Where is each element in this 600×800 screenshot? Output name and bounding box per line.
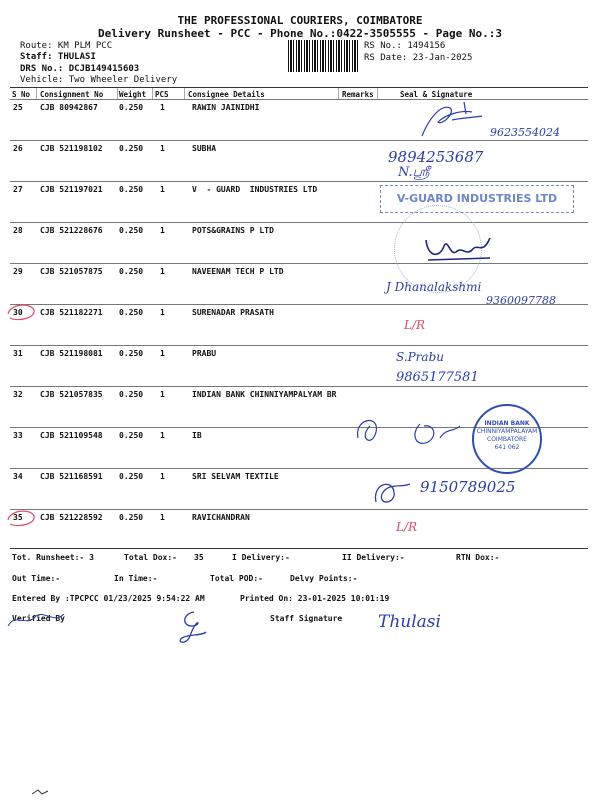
row-consignment: CJB 521168591 bbox=[40, 472, 103, 481]
row-consignee: INDIAN BANK CHINNIYAMPALYAM BR bbox=[192, 390, 337, 399]
row-sno: 25 bbox=[13, 103, 23, 112]
row-pcs: 1 bbox=[160, 144, 165, 153]
row-consignee: SURENADAR PRASATH bbox=[192, 308, 274, 317]
corner-scribble bbox=[30, 786, 54, 798]
entered-by: Entered By :TPCPCC 01/23/2025 9:54:22 AM bbox=[12, 594, 205, 603]
printed-on: Printed On: 23-01-2025 10:01:19 bbox=[240, 594, 390, 603]
row-sno: 35 bbox=[13, 513, 23, 522]
row-consignment: CJB 521197021 bbox=[40, 185, 103, 194]
out-time-label: Out Time:- bbox=[12, 574, 61, 583]
vguard-stamp: V-GUARD INDUSTRIES LTD bbox=[380, 185, 574, 213]
route-label: Route: KM PLM PCC bbox=[20, 41, 113, 51]
drs-label: DRS No.: DCJB149415603 bbox=[20, 64, 140, 74]
verified-scribble bbox=[6, 608, 66, 630]
row-pcs: 1 bbox=[160, 267, 165, 276]
row-sno: 31 bbox=[13, 349, 23, 358]
row-sno: 33 bbox=[13, 431, 23, 440]
company-title: THE PROFESSIONAL COURIERS, COIMBATORE bbox=[177, 14, 423, 27]
row-weight: 0.250 bbox=[119, 144, 144, 153]
row-weight: 0.250 bbox=[119, 185, 144, 194]
rs-number: RS No.: 1494156 bbox=[364, 41, 446, 51]
total-pod-label: Total POD:- bbox=[210, 574, 263, 583]
rs-date: RS Date: 23-Jan-2025 bbox=[364, 53, 473, 63]
handwritten-name: S.Prabu bbox=[396, 350, 444, 364]
row-consignment: CJB 521228592 bbox=[40, 513, 103, 522]
row-consignee: RAWIN JAINIDHI bbox=[192, 103, 260, 112]
row-pcs: 1 bbox=[160, 308, 165, 317]
signature-mark bbox=[350, 408, 470, 454]
row-consignee: V - GUARD INDUSTRIES LTD bbox=[192, 185, 318, 194]
red-circle-mark bbox=[4, 300, 38, 324]
ii-delivery-label: II Delivery:- bbox=[342, 553, 405, 562]
row-consignee: PRABU bbox=[192, 349, 217, 358]
row-weight: 0.250 bbox=[119, 431, 144, 440]
handwritten-phone: 9360097788 bbox=[486, 294, 556, 307]
row-sno: 30 bbox=[13, 308, 23, 317]
row-weight: 0.250 bbox=[119, 103, 144, 112]
verifier-signature bbox=[172, 606, 212, 650]
row-consignee: NAVEENAM TECH P LTD bbox=[192, 267, 284, 276]
row-consignment: CJB 521228676 bbox=[40, 226, 103, 235]
row-weight: 0.250 bbox=[119, 349, 144, 358]
lr-mark: L/R bbox=[396, 520, 418, 534]
row-pcs: 1 bbox=[160, 472, 165, 481]
row-consignment: CJB 521198081 bbox=[40, 349, 103, 358]
handwritten-name: J Dhanalakshmi bbox=[386, 280, 482, 294]
delvy-points-label: Delvy Points:- bbox=[290, 574, 358, 583]
row-weight: 0.250 bbox=[119, 390, 144, 399]
row-consignment: CJB 521109548 bbox=[40, 431, 103, 440]
col-weight: Weight bbox=[119, 90, 147, 99]
bank-stamp-line: 641 062 bbox=[494, 444, 520, 451]
vehicle-label: Vehicle: Two Wheeler Delivery bbox=[20, 75, 178, 85]
row-weight: 0.250 bbox=[119, 513, 144, 522]
handwritten-phone: 9894253687 bbox=[388, 148, 484, 166]
col-consignment: Consignment No bbox=[40, 90, 104, 99]
in-time-label: In Time:- bbox=[114, 574, 158, 583]
tot-runsheet: Tot. Runsheet:- 3 bbox=[12, 553, 94, 562]
bank-stamp-line: CHINNIYAMPALAYAM bbox=[476, 428, 538, 435]
signature-mark bbox=[420, 228, 500, 264]
runsheet-subtitle: Delivery Runsheet - PCC - Phone No.:0422-3505555 - Page No.:3 bbox=[98, 27, 502, 40]
row-consignee: IB bbox=[192, 431, 202, 440]
total-dox-label: Total Dox:- bbox=[124, 553, 177, 562]
total-dox-value: 35 bbox=[194, 553, 204, 562]
row-consignment: CJB 521182271 bbox=[40, 308, 103, 317]
row-sno: 27 bbox=[13, 185, 23, 194]
handwritten-phone: 9623554024 bbox=[490, 126, 560, 139]
row-sno: 29 bbox=[13, 267, 23, 276]
lr-mark: L/R bbox=[404, 318, 426, 332]
handwritten-phone: 9150789025 bbox=[420, 478, 516, 496]
col-remarks: Remarks bbox=[342, 90, 374, 99]
verified-by-label: Verified By bbox=[12, 614, 65, 623]
staff-handwritten-signature: Thulasi bbox=[378, 612, 441, 632]
staff-signature-label: Staff Signature bbox=[270, 614, 343, 623]
rtn-dox-label: RTN Dox:- bbox=[456, 553, 500, 562]
i-delivery-label: I Delivery:- bbox=[232, 553, 290, 562]
row-consignment: CJB 80942867 bbox=[40, 103, 98, 112]
signature-mark bbox=[412, 96, 492, 142]
bank-round-stamp bbox=[472, 404, 542, 474]
row-consignment: CJB 521198102 bbox=[40, 144, 103, 153]
row-pcs: 1 bbox=[160, 185, 165, 194]
handwritten-phone: 9865177581 bbox=[396, 370, 479, 385]
row-weight: 0.250 bbox=[119, 226, 144, 235]
handwritten-name: N.ஸ்ரீ bbox=[398, 165, 430, 180]
row-consignment: CJB 521057835 bbox=[40, 390, 103, 399]
row-weight: 0.250 bbox=[119, 472, 144, 481]
row-pcs: 1 bbox=[160, 103, 165, 112]
row-sno: 32 bbox=[13, 390, 23, 399]
signature-mark bbox=[368, 472, 418, 512]
row-pcs: 1 bbox=[160, 349, 165, 358]
row-consignee: POTS&GRAINS P LTD bbox=[192, 226, 274, 235]
row-weight: 0.250 bbox=[119, 308, 144, 317]
bank-stamp-line: INDIAN BANK bbox=[484, 420, 530, 427]
row-sno: 26 bbox=[13, 144, 23, 153]
red-circle-mark bbox=[4, 506, 38, 530]
row-consignee: RAVICHANDRAN bbox=[192, 513, 250, 522]
col-pcs: PCS bbox=[155, 90, 169, 99]
row-weight: 0.250 bbox=[119, 267, 144, 276]
row-sno: 34 bbox=[13, 472, 23, 481]
row-consignee: SRI SELVAM TEXTILE bbox=[192, 472, 279, 481]
bank-stamp-line: COIMBATORE bbox=[487, 436, 527, 443]
row-pcs: 1 bbox=[160, 513, 165, 522]
col-sno: S No bbox=[12, 90, 31, 99]
col-consignee: Consignee Details bbox=[188, 90, 265, 99]
row-sno: 28 bbox=[13, 226, 23, 235]
row-pcs: 1 bbox=[160, 226, 165, 235]
barcode bbox=[288, 40, 360, 72]
row-pcs: 1 bbox=[160, 431, 165, 440]
row-pcs: 1 bbox=[160, 390, 165, 399]
staff-label: Staff: THULASI bbox=[20, 52, 96, 62]
row-consignee: SUBHA bbox=[192, 144, 217, 153]
col-seal-signature: Seal & Signature bbox=[400, 90, 473, 99]
row-consignment: CJB 521057875 bbox=[40, 267, 103, 276]
